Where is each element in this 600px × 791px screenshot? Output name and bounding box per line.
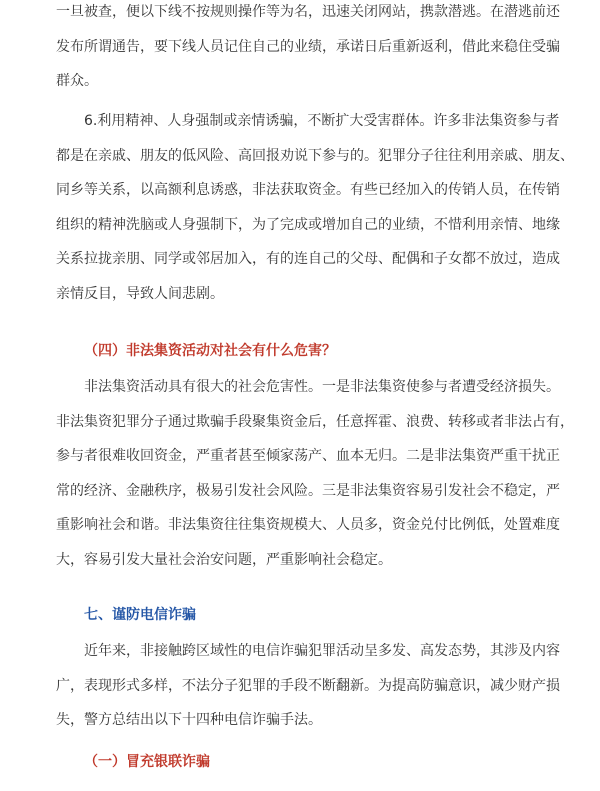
paragraph-item-6: [56, 104, 574, 311]
text-line: 参与者很难收回资金，严重者甚至倾家荡产、血本无归。二是非法集资严重干扰正: [56, 448, 560, 464]
text-line: 都是在亲戚、朋友的低风险、高回报劝说下参与的。犯罪分子往往利用亲戚、朋友、: [56, 147, 574, 164]
text-line: 常的经济、金融秩序，极易引发社会风险。三是非法集资容易引发社会不稳定，严: [56, 482, 560, 499]
text-line: 广，表现形式多样，不法分子犯罪的手段不断翻新。为提高防骗意识，减少财产损: [56, 677, 560, 694]
text-line: 群众。: [56, 73, 98, 89]
text-line: 非法集资犯罪分子通过欺骗手段聚集资金后，任意挥霍、浪费、转移或者非法占有，: [56, 413, 574, 430]
text-line: 近年来，非接触跨区域性的电信诈骗犯罪活动呈多发、高发态势，其涉及内容: [56, 643, 560, 659]
paragraph-telecom-intro: [56, 634, 560, 738]
text-line: 失，警方总结出以下十四种电信诈骗手法。: [56, 712, 322, 728]
text-line: 亲情反目，导致人间悲剧。: [56, 285, 224, 302]
text-line: 组织的精神洗脑或人身强制下，为了完成或增加自己的业绩，不惜利用亲情、地缘: [56, 216, 560, 233]
text-line: 重影响社会和谐。非法集资往往集资规模大、人员多，资金兑付比例低，处置难度: [56, 517, 560, 533]
section-heading-harm: （四）非法集资活动对社会有什么危害？: [84, 343, 336, 359]
section-heading-telecom-fraud: 七、谨防电信诈骗: [84, 607, 196, 623]
text-line: 发布所谓通告，要下线人员记住自己的业绩，承诺日后重新返利，借此来稳住受骗: [56, 38, 560, 55]
paragraph-fraud-escape: [56, 0, 560, 99]
subsection-heading-unionpay: （一）冒充银联诈骗: [84, 754, 210, 770]
text-line: 一旦被查，便以下线不按规则操作等为名，迅速关闭网站，携款潜逃。在潜逃前还: [56, 4, 560, 20]
text-line: 6.利用精神、人身强制或亲情诱骗，不断扩大受害群体。许多非法集资参与者: [56, 113, 560, 129]
paragraph-harm: [56, 370, 574, 577]
text-line: 关系拉拢亲朋、同学或邻居加入，有的连自己的父母、配偶和子女都不放过，造成: [56, 251, 560, 267]
text-line: 大，容易引发大量社会治安问题，严重影响社会稳定。: [56, 551, 392, 568]
text-line: 同乡等关系，以高额利息诱惑，非法获取资金。有些已经加入的传销人员，在传销: [56, 182, 560, 198]
text-line: 非法集资活动具有很大的社会危害性。一是非法集资使参与者遭受经济损失。: [56, 379, 560, 395]
